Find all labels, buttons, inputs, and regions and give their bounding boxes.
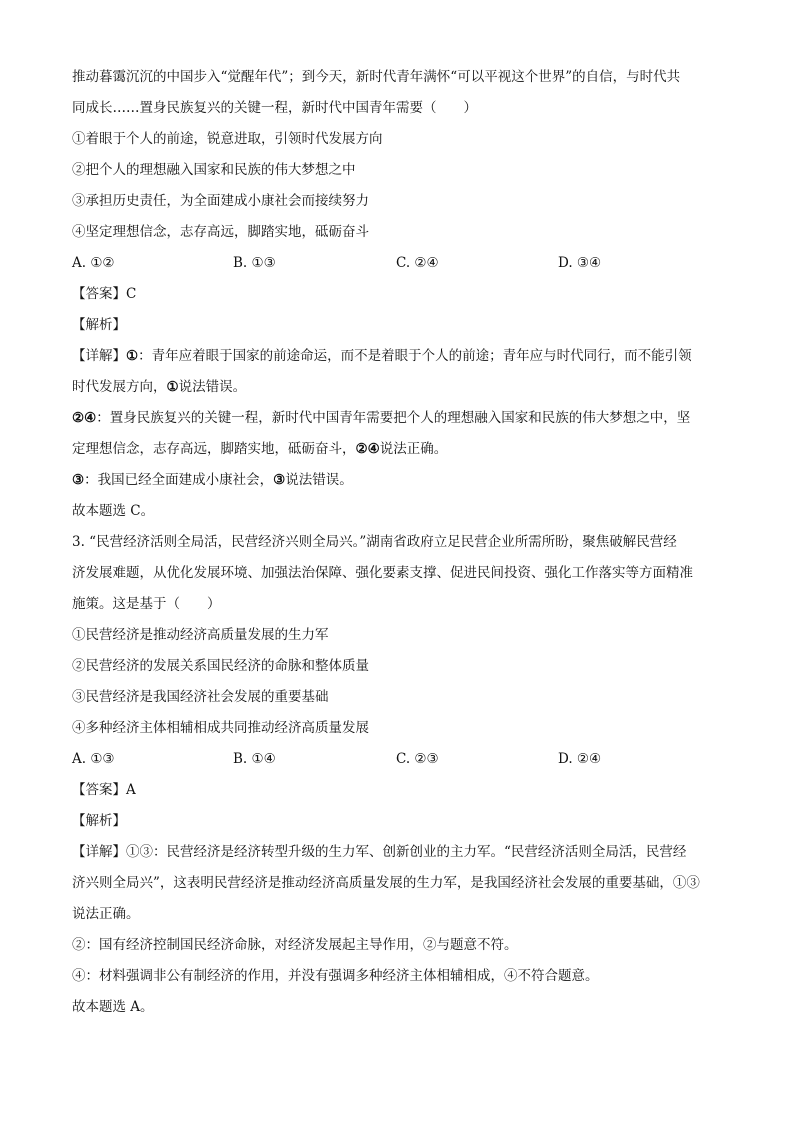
option-mark: ②④: [355, 441, 380, 457]
q3-detail-line-4: ②：国有经济控制国民经济命脉，对经济发展起主导作用，②与题意不符。: [72, 937, 518, 953]
q2-stem-line-2: 同成长……置身民族复兴的关键一程，新时代中国青年需要（ ）: [72, 100, 477, 116]
q3-stem-line-3: 施策。这是基于（ ）: [72, 596, 221, 612]
q3-detail-line-3: 说法正确。: [72, 906, 140, 922]
q2-detail-line-3: [72, 403, 724, 434]
detail-text: 说法正确。: [379, 441, 448, 457]
q2-option-1: ①着眼于个人的前途，锐意进取，引领时代发展方向: [72, 131, 383, 147]
q2-detail-line-5: [72, 465, 724, 496]
q2-choice-c: C. ②④: [396, 255, 439, 271]
q3-choices: [72, 744, 724, 775]
q3-choice-a: A. ①③: [72, 751, 115, 767]
q3-option-3: ③民营经济是我国经济社会发展的重要基础: [72, 689, 329, 705]
detail-tag: 【详解】: [72, 348, 126, 364]
q3-option-2: ②民营经济的发展关系国民经济的命脉和整体质量: [72, 658, 369, 674]
detail-text: ：我国已经全面建成小康社会，: [84, 472, 274, 488]
q2-choice-a: A. ①②: [72, 255, 115, 271]
q3-detail-line-1: [72, 837, 724, 868]
q3-answer: [72, 775, 724, 806]
q3-option-4: ④多种经济主体相辅相成共同推动经济高质量发展: [72, 720, 369, 736]
q3-choice-d: D. ②④: [558, 751, 602, 767]
q3-choice-b: B. ①④: [233, 751, 276, 767]
detail-text: 说法错误。: [178, 379, 247, 395]
detail-text: 说法错误。: [285, 472, 353, 488]
q2-choice-d: D. ③④: [558, 255, 602, 271]
q2-answer: [72, 279, 724, 310]
q3-conclusion: 故本题选 A。: [72, 999, 154, 1015]
detail-text: 定理想信念，志存高远，脚踏实地，砥砺奋斗，: [72, 441, 356, 457]
answer-value: C: [126, 286, 137, 302]
option-mark: ③: [72, 472, 85, 488]
detail-tag: 【详解】: [72, 844, 126, 860]
q2-choice-b: B. ①③: [233, 255, 276, 271]
option-mark: ③: [273, 472, 286, 488]
document-page: [72, 62, 724, 1023]
answer-value: A: [126, 782, 136, 798]
q2-detail-line-2: [72, 372, 724, 403]
answer-tag: 【答案】: [72, 782, 126, 798]
answer-tag: 【答案】: [72, 286, 126, 302]
q2-choices: [72, 248, 724, 279]
option-mark: ②④: [72, 410, 97, 426]
q2-option-3: ③承担历史责任，为全面建成小康社会而接续努力: [72, 193, 369, 209]
q3-stem-line-1: 3. “民营经济活则全局活，民营经济兴则全局兴。”湖南省政府立足民营企业所需所盼，聚焦破解民营经: [72, 534, 677, 550]
detail-text: ：青年应着眼于国家的前途命运，而不是着眼于个人的前途；青年应与时代同行，而不能引领: [138, 348, 692, 364]
q2-stem-line-1: 推动暮霭沉沉的中国步入“觉醒年代”；到今天，新时代青年满怀“可以平视这个世界”的自信，与时代共: [72, 69, 681, 85]
q3-option-1: ①民营经济是推动经济高质量发展的生力军: [72, 627, 329, 643]
detail-text: ①③：民营经济是经济转型升级的生力军、创新创业的主力军。“民营经济活则全局活，民营经: [126, 844, 687, 860]
q2-analysis-tag: 【解析】: [72, 317, 126, 333]
q3-detail-line-2: 济兴则全局兴”，这表明民营经济是推动经济高质量发展的生力军，是我国经济社会发展的重要基础，①③: [72, 875, 700, 891]
q3-stem-line-2: 济发展难题，从优化发展环境、加强法治保障、强化要素支撑、促进民间投资、强化工作落实等方面精准: [72, 565, 693, 581]
q2-option-2: ②把个人的理想融入国家和民族的伟大梦想之中: [72, 162, 356, 178]
q3-analysis-tag: 【解析】: [72, 813, 126, 829]
q2-detail-line-1: [72, 341, 724, 372]
option-mark: ①: [126, 348, 139, 364]
q2-conclusion: 故本题选 C。: [72, 503, 155, 519]
q3-detail-line-5: ④：材料强调非公有制经济的作用，并没有强调多种经济主体相辅相成，④不符合题意。: [72, 968, 599, 984]
q2-option-4: ④坚定理想信念，志存高远，脚踏实地，砥砺奋斗: [72, 224, 369, 240]
q2-detail-line-4: [72, 434, 724, 465]
q3-choice-c: C. ②③: [396, 751, 439, 767]
option-mark: ①: [166, 379, 179, 395]
detail-text: ：置身民族复兴的关键一程，新时代中国青年需要把个人的理想融入国家和民族的伟大梦想之中，坚: [96, 410, 691, 426]
detail-text: 时代发展方向，: [72, 379, 167, 395]
